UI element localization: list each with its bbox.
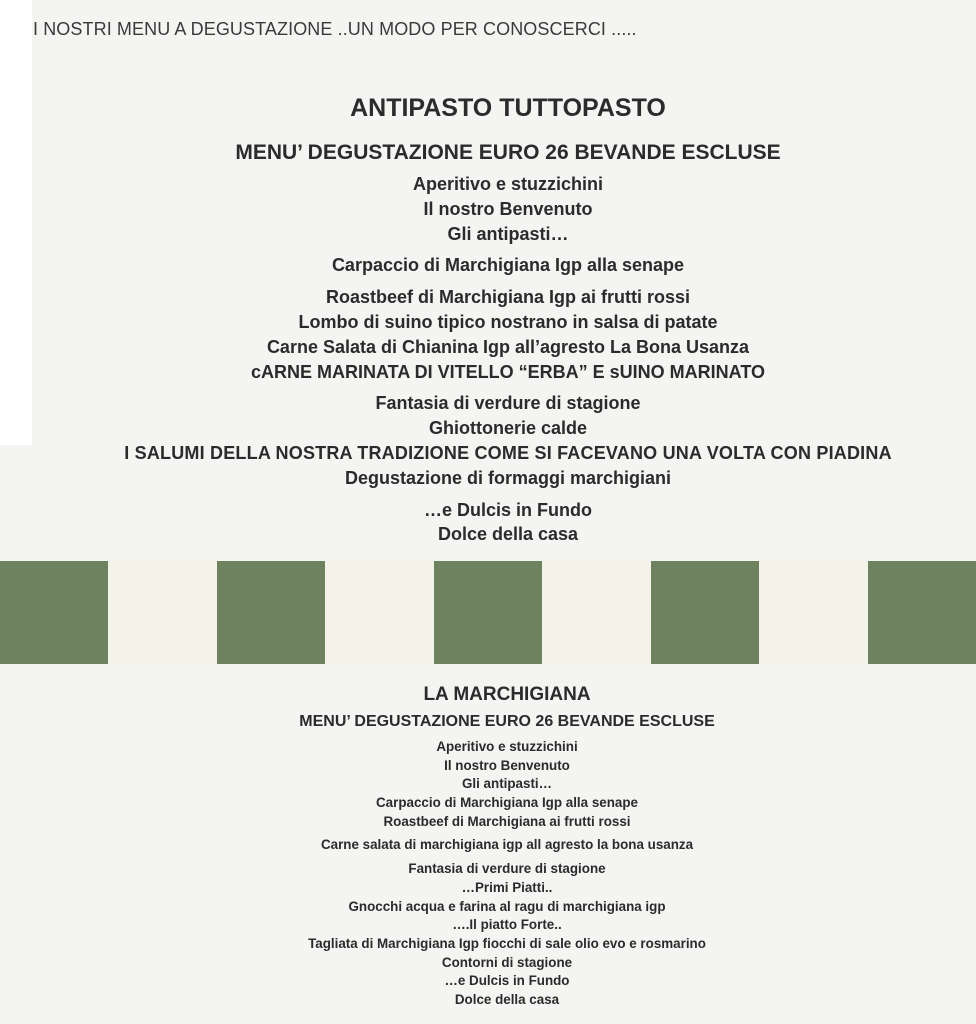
menu-item: Il nostro Benvenuto (444, 757, 570, 773)
menu-item: ….Il piatto Forte.. (452, 917, 562, 933)
divider-stripe-green (0, 561, 108, 664)
menu-item: …e Dulcis in Fundo (444, 973, 570, 989)
menu-item: Fantasia di verdure di stagione (375, 393, 641, 414)
divider-stripe-green (434, 561, 542, 664)
menu-item: Carne salata di marchigiana igp all agresto la bona usanza (320, 837, 694, 853)
menu-item: I SALUMI DELLA NOSTRA TRADIZIONE COME SI FACEVANO UNA VOLTA CON PIADINA (124, 442, 892, 463)
menu-item: Gli antipasti… (461, 776, 553, 792)
menu-item: Dolce della casa (437, 524, 579, 545)
menu-item: Contorni di stagione (441, 954, 573, 970)
menu-item: Aperitivo e stuzzichini (436, 739, 578, 754)
menu-item: Dolce della casa (454, 991, 560, 1007)
menu-antipasto-tuttopasto (0, 92, 976, 547)
menu-item: Roastbeef di Marchigiana ai frutti rossi (383, 813, 631, 829)
menu-item: cARNE MARINATA DI VITELLO “ERBA” E sUINO MARINATO (250, 361, 765, 382)
menu-item: Degustazione di formaggi marchigiani (344, 467, 672, 488)
menu-item: Carpaccio di Marchigiana Igp alla senape (331, 255, 685, 276)
intro-heading: I NOSTRI MENU A DEGUSTAZIONE ..UN MODO PER CONOSCERCI ..... (33, 19, 637, 39)
menu-title: ANTIPASTO TUTTOPASTO (350, 94, 666, 122)
divider-stripe-green (217, 561, 325, 664)
divider-stripe-green (868, 561, 976, 664)
menu-item: Gli antipasti… (447, 223, 569, 244)
menu-items (0, 172, 976, 547)
menu-title: LA MARCHIGIANA (423, 684, 591, 705)
divider-stripe-cream (542, 561, 650, 664)
menu-item: …e Dulcis in Fundo (423, 499, 592, 520)
divider-stripe-cream (108, 561, 216, 664)
menu-item: Carne Salata di Chianina Igp all’agresto La Bona Usanza (266, 336, 750, 357)
menu-item: Gnocchi acqua e farina al ragu di marchigiana igp (348, 898, 666, 914)
menu-item: Lombo di suino tipico nostrano in salsa di patate (298, 311, 718, 332)
menu-item: Fantasia di verdure di stagione (408, 861, 606, 877)
menu-item: Tagliata di Marchigiana Igp fiocchi di sale olio evo e rosmarino (308, 935, 706, 951)
menu-items (0, 738, 976, 1010)
menu-item: Il nostro Benvenuto (423, 198, 593, 219)
menu-item: Carpaccio di Marchigiana Igp alla senape (376, 795, 638, 811)
divider-stripe-cream (325, 561, 433, 664)
menu-item: Roastbeef di Marchigiana Igp ai frutti rossi (325, 287, 691, 308)
menu-item: …Primi Piatti.. (461, 879, 553, 895)
menu-price-subtitle: MENU’ DEGUSTAZIONE EURO 26 BEVANDE ESCLUSE (235, 141, 781, 164)
striped-divider (0, 561, 976, 664)
menu-price-subtitle: MENU’ DEGUSTAZIONE EURO 26 BEVANDE ESCLUSE (299, 713, 715, 730)
divider-stripe-cream (759, 561, 867, 664)
menu-item: Aperitivo e stuzzichini (412, 174, 604, 194)
divider-stripe-green (651, 561, 759, 664)
menu-item: Ghiottonerie calde (428, 418, 588, 439)
menu-la-marchigiana (0, 683, 976, 1010)
